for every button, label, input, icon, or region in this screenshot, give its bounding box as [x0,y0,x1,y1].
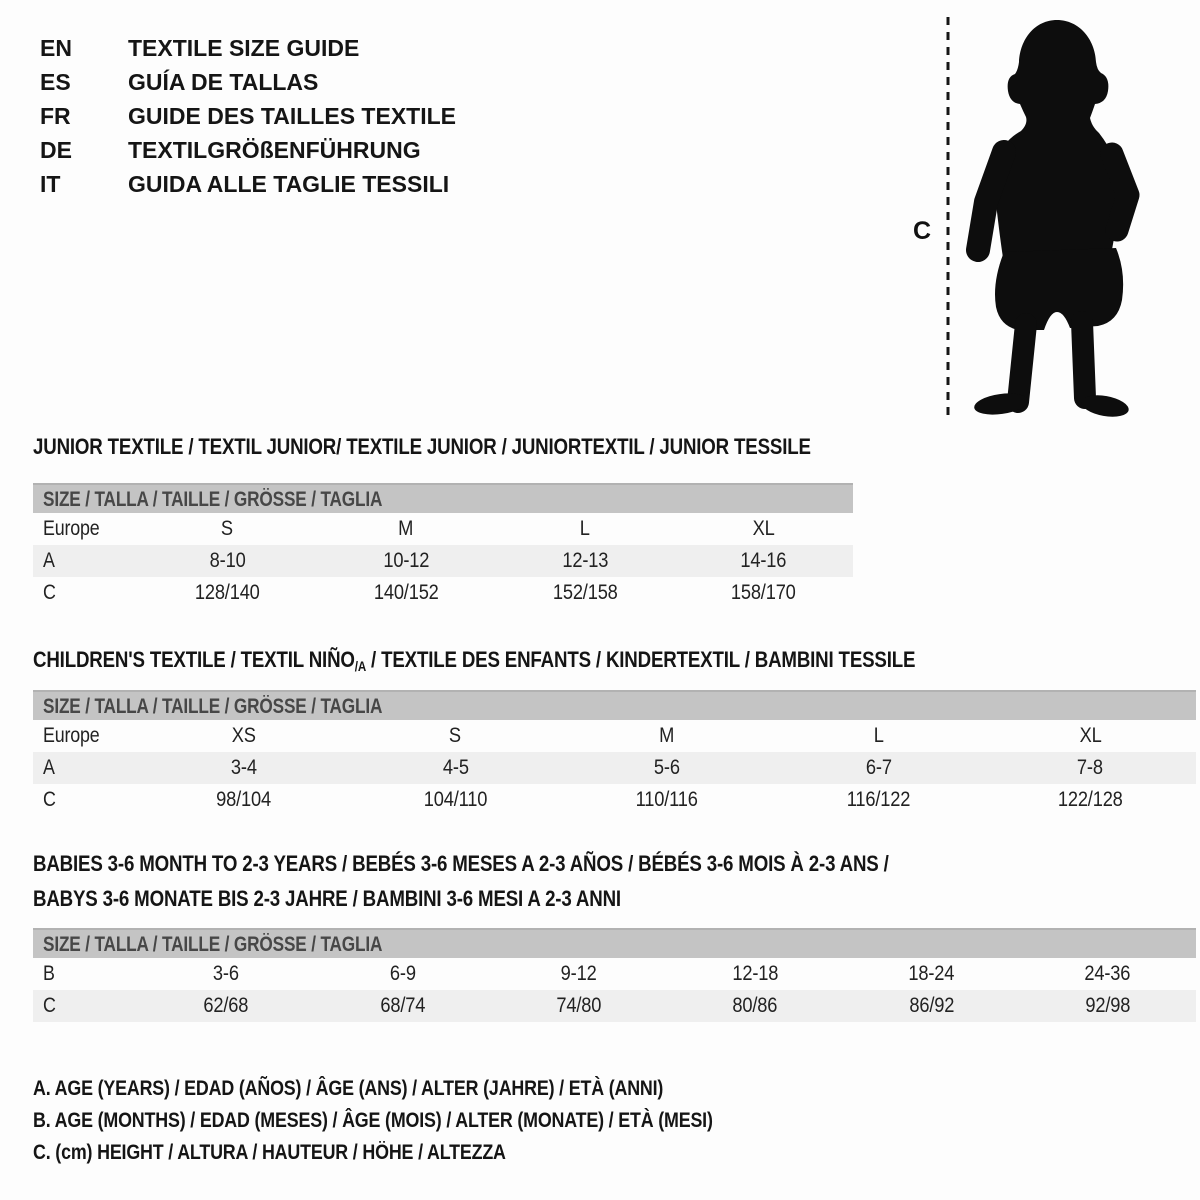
junior-size-table [33,483,853,609]
lang-title-en: TEXTILE SIZE GUIDE [128,35,360,61]
row-label: C [43,788,56,811]
legend-age-years: A. AGE (YEARS) / EDAD (AÑOS) / ÂGE (ANS) / ALTER (JAHRE) / ETÀ (ANNI) [33,1077,664,1100]
babies-row-height [33,990,1196,1022]
value-cell: 6-9 [389,962,416,985]
lang-title-de: TEXTILGRÖßENFÜHRUNG [128,137,421,163]
value-cell: 110/116 [635,788,699,811]
value-cell: 158/170 [731,581,797,604]
legend-height-cm: C. (cm) HEIGHT / ALTURA / HAUTEUR / HÖHE / ALTEZZA [33,1141,506,1164]
language-title-list [40,31,456,201]
size-cell: L [579,517,590,540]
value-cell: 62/68 [203,994,249,1017]
value-cell: 10-12 [383,549,430,572]
size-cell: XL [1079,724,1102,747]
value-cell: 24-36 [1084,962,1131,985]
title-subscript: /A [354,658,367,674]
size-cell: S [449,724,462,747]
row-label: C [43,581,56,604]
value-cell: 12-18 [732,962,779,985]
value-cell: 104/110 [423,788,488,811]
value-cell: 152/158 [552,581,618,604]
size-cell: XS [231,724,256,747]
lang-code-es: ES [40,69,71,95]
row-label: Europe [43,724,100,747]
lang-code-it: IT [40,171,61,197]
value-cell: 7-8 [1077,756,1104,779]
value-cell: 92/98 [1085,994,1131,1017]
lang-code-en: EN [40,35,72,61]
junior-section-title: JUNIOR TEXTILE / TEXTIL JUNIOR/ TEXTILE JUNIOR / JUNIORTEXTIL / JUNIOR TESSILE [33,434,811,459]
junior-size-header: SIZE / TALLA / TAILLE / GRÖSSE / TAGLIA [33,483,853,513]
value-cell: 86/92 [909,994,954,1017]
lang-row-it [40,167,456,201]
value-cell: 4-5 [442,756,469,779]
value-cell: 128/140 [194,581,260,604]
lang-code-de: DE [40,137,72,163]
value-cell: 80/86 [732,994,778,1017]
value-cell: 6-7 [865,756,892,779]
size-cell: S [221,517,234,540]
value-cell: 12-13 [561,549,608,572]
babies-size-table [33,928,1196,1022]
size-cell: L [873,724,884,747]
value-cell: 3-6 [213,962,240,985]
lang-row-fr [40,99,456,133]
row-label: C [43,994,56,1017]
row-label: A [43,549,55,572]
children-size-table [33,690,1196,816]
value-cell: 140/152 [373,581,439,604]
row-label: A [43,756,55,779]
value-cell: 3-4 [230,756,257,779]
size-cell: XL [752,517,775,540]
children-size-header: SIZE / TALLA / TAILLE / GRÖSSE / TAGLIA [33,690,1196,720]
children-row-height [33,784,1196,816]
value-cell: 18-24 [908,962,955,985]
height-measure-label: C [913,217,932,245]
babies-size-header: SIZE / TALLA / TAILLE / GRÖSSE / TAGLIA [33,928,1196,958]
junior-row-height [33,577,853,609]
row-label: B [43,962,55,985]
children-section-title: CHILDREN'S TEXTILE / TEXTIL $NIÑO_{/A}$ / TEXTILE DES ENFANTS / KINDERTEXTIL / BAMBINI TESSILE [33,647,916,674]
lang-row-en [40,31,456,65]
value-cell: 74/80 [556,994,602,1017]
legend-age-months: B. AGE (MONTHS) / EDAD (MESES) / ÂGE (MOIS) / ALTER (MONATE) / ETÀ (MESI) [33,1109,713,1132]
lang-row-es [40,65,456,99]
junior-row-age [33,545,853,577]
babies-section-title: BABIES 3-6 MONTH TO 2-3 YEARS / BEBÉS 3-6 MESES A 2-3 AÑOS / BÉBÉS 3-6 MOIS À 2-3 ANS / BABYS 3-6 MONATE BIS 2-3 JAHRE / BAMBINI 3-6 MESI A 2-3 ANNI [33,851,889,911]
value-cell: 68/74 [380,994,425,1017]
toddler-silhouette-icon [973,20,1131,420]
value-cell: 8-10 [209,549,246,572]
lang-row-de [40,133,456,167]
lang-title-fr: GUIDE DES TAILLES TEXTILE [128,103,456,129]
measurement-legend [33,1073,833,1169]
value-cell: 9-12 [560,962,597,985]
children-row-europe [33,720,1196,752]
lang-title-es: GUÍA DE TALLAS [128,69,319,95]
value-cell: 98/104 [216,788,272,811]
size-cell: M [659,724,675,747]
lang-title-it: GUIDA ALLE TAGLIE TESSILI [128,171,450,197]
babies-row-age-months [33,958,1196,990]
size-cell: M [398,517,414,540]
value-cell: 122/128 [1057,788,1123,811]
children-row-age [33,752,1196,784]
row-label: Europe [43,517,100,540]
value-cell: 5-6 [654,756,680,779]
value-cell: 116/122 [846,788,911,811]
value-cell: 14-16 [740,549,787,572]
toddler-height-figure [935,12,1150,422]
junior-row-europe [33,513,853,545]
lang-code-fr: FR [40,103,71,129]
